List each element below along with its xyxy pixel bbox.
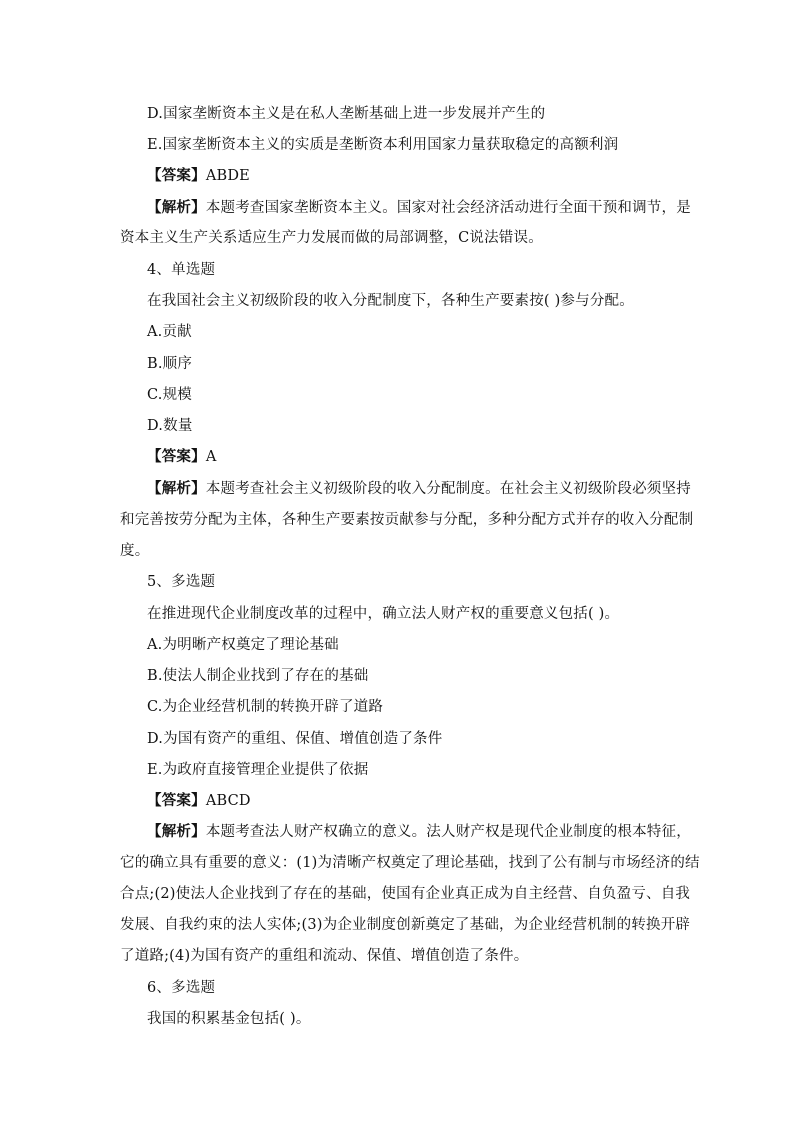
q5-answer-line [147, 791, 251, 811]
answer-tag: 【答案】 [147, 792, 206, 809]
q5-option-a: A.为明晰产权奠定了理论基础 [147, 637, 339, 653]
q3-answer: ABDE [205, 168, 250, 184]
q5-option-b: B.使法人制企业找到了存在的基础 [147, 668, 369, 684]
q4-analysis-line-2: 和完善按劳分配为主体，各种生产要素按贡献参与分配，多种分配方式并存的收入分配制 [120, 512, 694, 528]
q4-analysis-text-1: 本题考查社会主义初级阶段的收入分配制度。在社会主义初级阶段必须坚持 [205, 481, 691, 497]
q4-answer: A [205, 449, 217, 465]
answer-tag: 【答案】 [147, 167, 206, 184]
q5-option-e: E.为政府直接管理企业提供了依据 [147, 762, 369, 778]
q5-analysis-line-2: 它的确立具有重要的意义：(1)为清晰产权奠定了理论基础，找到了公有制与市场经济的结 [120, 855, 700, 871]
q5-analysis-line-4: 发展、自我约束的法人实体;(3)为企业制度创新奠定了基础，为企业经营机制的转换开辟 [120, 917, 691, 933]
q5-analysis-text-1: 本题考查法人财产权确立的意义。法人财产权是现代企业制度的根本特征， [205, 824, 691, 840]
q3-answer-line [147, 166, 250, 186]
q4-option-d: D.数量 [147, 418, 193, 434]
q3-analysis-line-1 [147, 198, 691, 218]
q5-analysis-line-1 [147, 822, 691, 842]
q3-analysis-line-2: 资本主义生产关系适应生产力发展而做的局部调整，C说法错误。 [120, 230, 543, 246]
q5-heading: 5、多选题 [147, 574, 216, 590]
analysis-tag: 【解析】 [147, 823, 206, 840]
analysis-tag: 【解析】 [147, 199, 206, 216]
q5-analysis-line-3: 合点;(2)使法人企业找到了存在的基础，使国有企业真正成为自主经营、自负盈亏、自我 [120, 886, 691, 902]
q5-question: 在推进现代企业制度改革的过程中，确立法人财产权的重要意义包括( )。 [147, 606, 620, 622]
q4-option-b: B.顺序 [147, 356, 193, 372]
q3-option-e: E.国家垄断资本主义的实质是垄断资本利用国家力量获取稳定的高额利润 [147, 137, 619, 153]
q4-option-c: C.规模 [147, 387, 192, 403]
q4-heading: 4、单选题 [147, 262, 216, 278]
q6-heading: 6、多选题 [147, 980, 216, 996]
answer-tag: 【答案】 [147, 448, 206, 465]
q5-analysis-line-5: 了道路;(4)为国有资产的重组和流动、保值、增值创造了条件。 [120, 948, 529, 964]
q6-question: 我国的积累基金包括( )。 [147, 1011, 311, 1027]
q4-analysis-line-1 [147, 479, 691, 499]
q5-answer: ABCD [205, 793, 251, 809]
q3-option-d: D.国家垄断资本主义是在私人垄断基础上进一步发展并产生的 [147, 106, 546, 122]
q4-option-a: A.贡献 [147, 324, 192, 340]
q4-question: 在我国社会主义初级阶段的收入分配制度下，各种生产要素按( )参与分配。 [147, 293, 634, 309]
analysis-tag: 【解析】 [147, 480, 206, 497]
q4-answer-line [147, 447, 216, 467]
q5-option-c: C.为企业经营机制的转换开辟了道路 [147, 699, 384, 715]
q3-analysis-text-1: 本题考查国家垄断资本主义。国家对社会经济活动进行全面干预和调节，是 [205, 200, 691, 216]
q5-option-d: D.为国有资产的重组、保值、增值创造了条件 [147, 731, 443, 747]
q4-analysis-line-3: 度。 [120, 543, 150, 559]
